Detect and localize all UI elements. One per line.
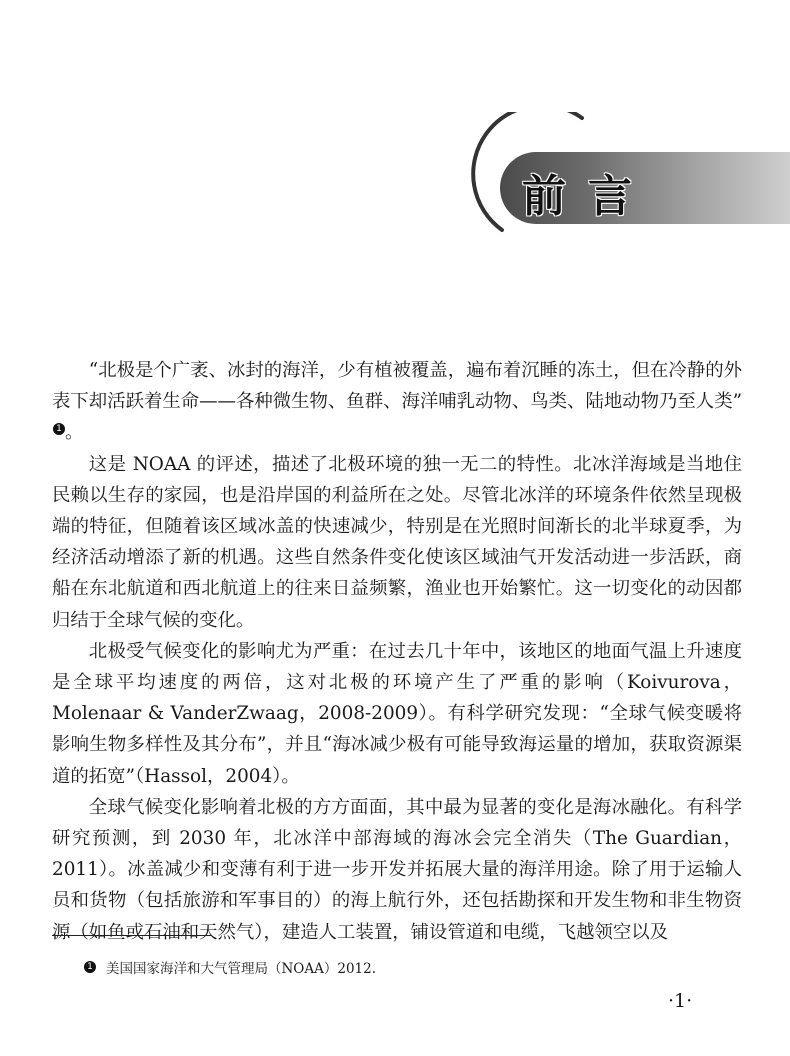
page-number: ·1· (668, 990, 693, 1012)
paragraph: 北极受气候变化的影响尤为严重：在过去几十年中，该地区的地面气温上升速度是全球平均速度的两倍，这对北极的环境产生了严重的影响（Koivurova，Molenaar & VanderZwaag，2008-2009）。有科学研究发现：“全球气候变暖将影响生物多样性及其分布”，并且“海冰减少极有可能导致海运量的增加，获取资源渠道的拓宽”（Hassol，2004）。 (52, 640, 742, 787)
body-text (52, 355, 742, 948)
paragraph-end: 。 (65, 422, 84, 444)
paragraph-quote (52, 355, 742, 449)
paragraph-text: “北极是个广袤、冰封的海洋，少有植被覆盖，遍布着沉睡的冻土，但在冷静的外表下却活跃着生命——各种微生物、鱼群、海洋哺乳动物、鸟类、陆地动物乃至人类” (52, 360, 742, 413)
footnote-reference-marker[interactable]: 1 (53, 423, 65, 435)
paragraph: 全球气候变化影响着北极的方方面面，其中最为显著的变化是海冰融化。有科学研究预测，到 2030 年，北冰洋中部海域的海冰会完全消失（The Guardian，2011）。冰盖减少和变薄有利于进一步开发并拓展大量的海洋用途。除了用于运输人员和货物（包括旅游和军事目的）的海上航行外，还包括勘探和开发生物和非生物资源（如鱼或石油和天然气），建造人工装置，铺设管道和电缆，飞越领空以及 (52, 796, 742, 943)
footnote-divider (52, 935, 212, 936)
chapter-title: 前言 (522, 171, 654, 222)
paragraph: 这是 NOAA 的评述，描述了北极环境的独一无二的特性。北冰洋海域是当地住民赖以生存的家园，也是沿岸国的利益所在之处。尽管北冰洋的环境条件依然呈现极端的特征，但随着该区域冰盖的快速减少，特别是在光照时间渐长的北半球夏季，为经济活动增添了新的机遇。这些自然条件变化使该区域油气开发活动进一步活跃，商船在东北航道和西北航道上的往来日益频繁，渔业也开始繁忙。这一切变化的动因都归结于全球气候的变化。 (52, 453, 742, 631)
footnote-text: 美国国家海洋和大气管理局（NOAA）2012. (106, 961, 377, 977)
footnote-marker: 1 (84, 961, 96, 973)
chapter-heading (462, 112, 790, 240)
